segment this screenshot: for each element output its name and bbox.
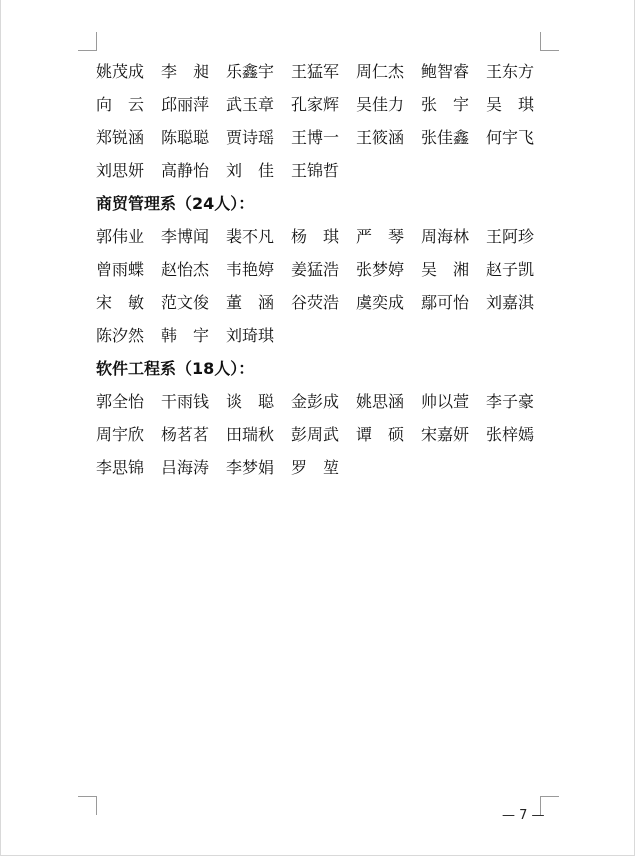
crop-mark-top-right	[540, 32, 559, 51]
person-name: 武玉章	[226, 95, 275, 114]
person-name: 王阿珍	[486, 227, 535, 246]
person-name: 鲍智睿	[421, 62, 470, 81]
person-name: 裴不凡	[226, 227, 275, 246]
person-name: 李梦娟	[226, 458, 275, 477]
person-name: 帅以萱	[421, 392, 470, 411]
person-name: 鄢可怡	[421, 293, 470, 312]
name-row	[96, 417, 542, 450]
name-row	[96, 285, 542, 318]
person-name: 何宇飞	[486, 128, 535, 147]
person-name: 赵子凯	[486, 260, 535, 279]
name-row	[96, 450, 542, 483]
person-name: 吴 湘	[421, 260, 470, 279]
person-name: 李思锦	[96, 458, 145, 477]
name-row	[96, 384, 542, 417]
section-heading: 商贸管理系（24人）：	[96, 194, 255, 213]
person-name: 杨茗茗	[161, 425, 210, 444]
person-name: 吕海涛	[161, 458, 210, 477]
person-name: 王猛军	[291, 62, 340, 81]
person-name: 周仁杰	[356, 62, 405, 81]
person-name: 宋 敏	[96, 293, 145, 312]
person-name: 郭全怡	[96, 392, 145, 411]
person-name: 宋嘉妍	[421, 425, 470, 444]
person-name: 赵怡杰	[161, 260, 210, 279]
person-name: 高静怡	[161, 161, 210, 180]
person-name: 李 昶	[161, 62, 210, 81]
document-body	[96, 54, 542, 483]
person-name: 范文俊	[161, 293, 210, 312]
person-name: 田瑞秋	[226, 425, 275, 444]
person-name: 郭伟业	[96, 227, 145, 246]
person-name: 贾诗瑶	[226, 128, 275, 147]
person-name: 韩 宇	[161, 326, 210, 345]
person-name: 郑锐涵	[96, 128, 145, 147]
person-name: 刘嘉淇	[486, 293, 535, 312]
person-name: 彭周武	[291, 425, 340, 444]
name-row	[96, 120, 542, 153]
person-name: 王博一	[291, 128, 340, 147]
person-name: 张 宇	[421, 95, 470, 114]
person-name: 王筱涵	[356, 128, 405, 147]
person-name: 乐鑫宇	[226, 62, 275, 81]
person-name: 李子豪	[486, 392, 535, 411]
crop-mark-bottom-left	[78, 796, 97, 815]
person-name: 曾雨蝶	[96, 260, 145, 279]
person-name: 姜猛浩	[291, 260, 340, 279]
person-name: 吴 琪	[486, 95, 535, 114]
person-name: 孔家辉	[291, 95, 340, 114]
person-name: 周海林	[421, 227, 470, 246]
person-name: 陈聪聪	[161, 128, 210, 147]
person-name: 刘琦琪	[226, 326, 275, 345]
person-name: 王东方	[486, 62, 535, 81]
person-name: 董 涵	[226, 293, 275, 312]
person-name: 周宇欣	[96, 425, 145, 444]
name-row	[96, 219, 542, 252]
person-name: 杨 琪	[291, 227, 340, 246]
person-name: 张梦婷	[356, 260, 405, 279]
person-name: 李博闻	[161, 227, 210, 246]
person-name: 王锦哲	[291, 161, 340, 180]
name-row	[96, 54, 542, 87]
name-row	[96, 252, 542, 285]
person-name: 姚茂成	[96, 62, 145, 81]
person-name: 刘思妍	[96, 161, 145, 180]
person-name: 干雨钱	[161, 392, 210, 411]
crop-mark-top-left	[78, 32, 97, 51]
name-row	[96, 153, 542, 186]
page-number: — 7 —	[502, 808, 545, 823]
name-row	[96, 318, 542, 351]
person-name: 向 云	[96, 95, 145, 114]
person-name: 金彭成	[291, 392, 340, 411]
person-name: 陈汐然	[96, 326, 145, 345]
person-name: 韦艳婷	[226, 260, 275, 279]
person-name: 姚思涵	[356, 392, 405, 411]
person-name: 严 琴	[356, 227, 405, 246]
person-name: 邱丽萍	[161, 95, 210, 114]
name-row	[96, 87, 542, 120]
person-name: 罗 堃	[291, 458, 340, 477]
person-name: 刘 佳	[226, 161, 275, 180]
person-name: 虞奕成	[356, 293, 405, 312]
person-name: 张梓嫣	[486, 425, 535, 444]
person-name: 谈 聪	[226, 392, 275, 411]
person-name: 谷荧浩	[291, 293, 340, 312]
section-heading: 软件工程系（18人）：	[96, 359, 255, 378]
person-name: 吴佳力	[356, 95, 405, 114]
person-name: 张佳鑫	[421, 128, 470, 147]
person-name: 谭 硕	[356, 425, 405, 444]
